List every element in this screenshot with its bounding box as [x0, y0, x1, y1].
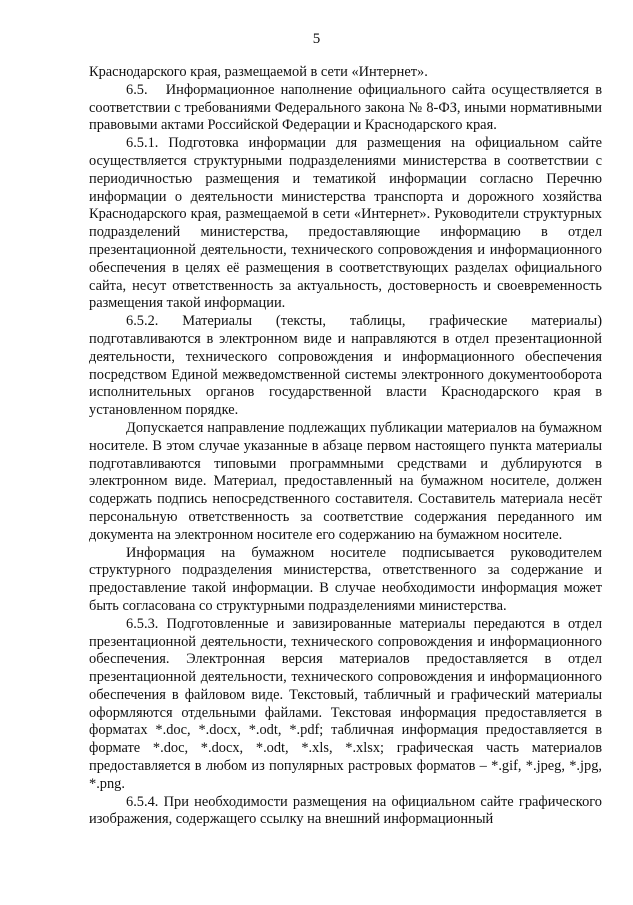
paragraph: 6.5.2. Материалы (тексты, таблицы, графические материалы) подготавливаются в электронном виде и направляются в отдел презентационной деятельности, технического сопровождения и информационного обеспечения посредством Единой межведомственной системы электронного документооборота исполнительных органов государственной власти Краснодарского края в установленном порядке. — [89, 313, 602, 419]
paragraph: 6.5.3. Подготовленные и завизированные материалы передаются в отдел презентационной деятельности, технического сопровождения и информационного обеспечения. Электронная версия материалов предоставляется в отдел презентационной деятельности, технического сопровождения и информационного обеспечения в файловом виде. Текстовый, табличный и графический материалы оформляются отдельными файлами. Текстовая информация предоставляется в форматах *.doc, *.docx, *.odt, *.pdf; табличная информация предоставляется в формате *.doc, *.docx, *.odt, *.xls, *.xlsx; графическая часть материалов предоставляется в любом из популярных растровых форматов – *.gif, *.jpeg, *.jpg, *.png. — [89, 615, 602, 792]
page-number: 5 — [312, 31, 321, 47]
paragraph: 6.5. Информационное наполнение официального сайта осуществляется в соответствии с требованиями Федерального закона № 8-ФЗ, иными нормативными правовыми актами Российской Федерации и Краснодарского края. — [89, 81, 602, 134]
paragraph: Допускается направление подлежащих публикации материалов на бумажном носителе. В этом случае указанные в абзаце первом настоящего пункта материалы подготавливаются типовыми программными средствами и дублируются в электронном виде. Материал, предоставленный на бумажном носителе, должен содержать подпись непосредственного составителя. Составитель материала несёт персональную ответственность за соответствие содержания переданного им документа на электронном носителе его содержанию на бумажном носителе. — [89, 419, 602, 543]
paragraph: 6.5.4. При необходимости размещения на официальном сайте графического изображения, содержащего ссылку на внешний информационный — [89, 793, 602, 828]
paragraph: Краснодарского края, размещаемой в сети «Интернет». — [89, 64, 428, 80]
document-body — [89, 64, 602, 829]
paragraph: Информация на бумажном носителе подписывается руководителем структурного подразделения министерства, ответственного за содержание и предоставление такой информации. В случае необходимости информация может быть согласована со структурными подразделениями министерства. — [89, 544, 602, 614]
paragraph: 6.5.1. Подготовка информации для размещения на официальном сайте осуществляется структурными подразделениями министерства в соответствии с периодичностью размещения и тематикой информации согласно Перечню информации о деятельности министерства транспорта и дорожного хозяйства Краснодарского края, размещаемой в сети «Интернет». Руководители структурных подразделений министерства, предоставляющие информацию в отдел презентационной деятельности, технического сопровождения и информационного обеспечения в целях её размещения в соответствующих разделах официального сайта, несут ответственность за актуальность, достоверность и своевременность размещения такой информации. — [89, 135, 602, 312]
